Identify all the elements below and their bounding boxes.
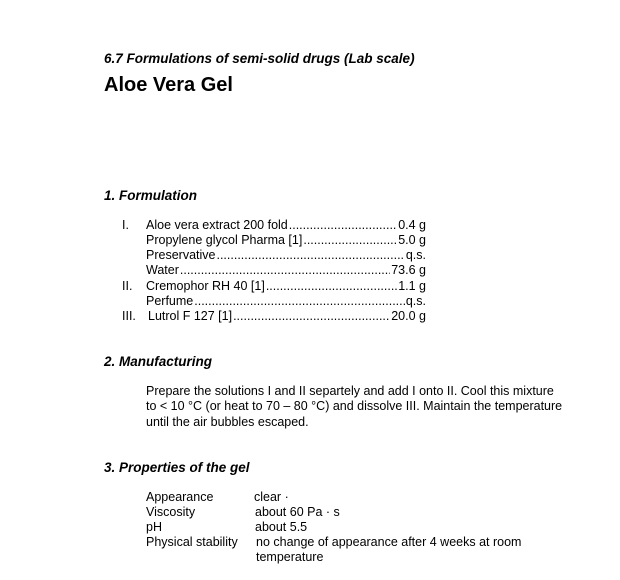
leader-dots: [216, 248, 404, 262]
property-value: clear ·: [254, 490, 289, 504]
ingredient-amount: 0.4 g: [398, 218, 426, 232]
leader-dots: [303, 233, 397, 247]
roman-numeral: III.: [122, 309, 136, 323]
properties-heading: 3. Properties of the gel: [104, 460, 250, 475]
ingredient-name: Perfume: [146, 294, 194, 308]
property-value: about 5.5: [255, 520, 308, 534]
ingredient-row: [146, 279, 426, 293]
ingredient-row: [146, 248, 426, 262]
ingredient-amount: q.s.: [405, 248, 426, 262]
ingredient-row: [146, 294, 426, 308]
property-value: no change of appearance after 4 weeks at room: [256, 535, 522, 549]
ingredient-name: Preservative: [146, 248, 216, 262]
roman-numeral: I.: [122, 218, 129, 232]
ingredient-amount: q.s.: [405, 294, 426, 308]
ingredient-row: [148, 309, 426, 323]
property-value: about 60 Pa · s: [255, 505, 340, 519]
formulation-heading: 1. Formulation: [104, 188, 198, 203]
ingredient-amount: 5.0 g: [398, 233, 426, 247]
leader-dots: [194, 294, 405, 308]
leader-dots: [180, 263, 390, 277]
leader-dots: [289, 218, 397, 232]
ingredient-name: Aloe vera extract 200 fold: [146, 218, 288, 232]
manufacturing-heading: 2. Manufacturing: [104, 354, 213, 369]
property-label: Viscosity: [146, 505, 196, 519]
page-title: Aloe Vera Gel: [104, 74, 233, 96]
ingredient-amount: 20.0 g: [391, 309, 426, 323]
leader-dots: [233, 309, 390, 323]
ingredient-name: Propylene glycol Pharma [1]: [146, 233, 303, 247]
ingredient-amount: 1.1 g: [398, 279, 426, 293]
property-value: temperature: [256, 550, 324, 564]
leader-dots: [266, 279, 397, 293]
ingredient-name: Water: [146, 263, 179, 277]
property-label: Physical stability: [146, 535, 238, 549]
manufacturing-text: Prepare the solutions I and II separtely and add I onto II. Cool this mixture to < 10 °C (or heat to 70 – 80 °C) and dissolve III. Maintain the temperature until the air bubbles escaped.: [146, 384, 563, 429]
property-label: Appearance: [146, 490, 214, 504]
ingredient-row: [146, 263, 426, 277]
ingredient-row: [146, 233, 426, 247]
property-label: pH: [146, 520, 162, 534]
section-reference: 6.7 Formulations of semi-solid drugs (Lab scale): [104, 51, 415, 66]
ingredient-row: [146, 218, 426, 232]
ingredient-amount: 73.6 g: [391, 263, 426, 277]
ingredient-name: Cremophor RH 40 [1]: [146, 279, 265, 293]
ingredient-name: Lutrol F 127 [1]: [148, 309, 233, 323]
roman-numeral: II.: [122, 279, 133, 293]
